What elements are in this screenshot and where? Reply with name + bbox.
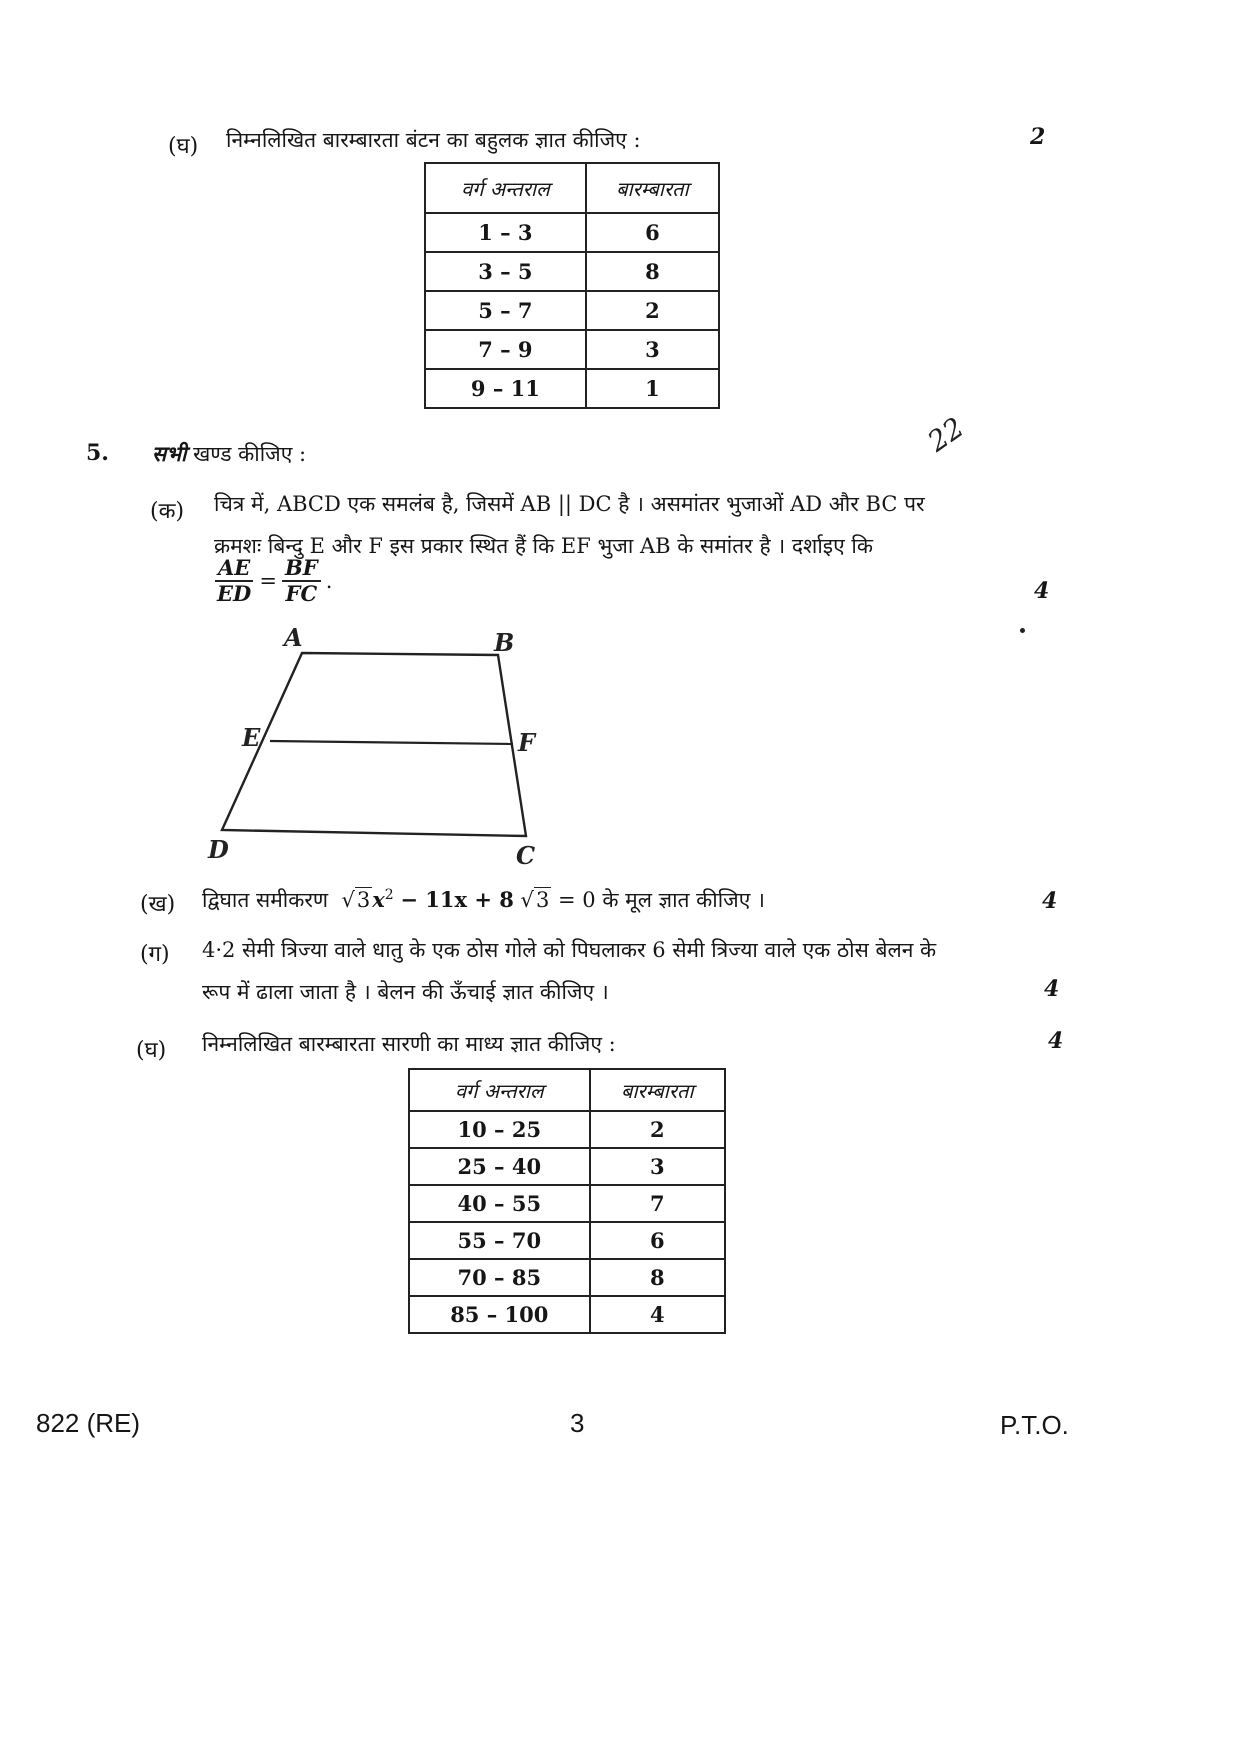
q5c-text-line2: रूप में ढाला जाता है । बेलन की ऊँचाई ज्ञात कीजिए ।	[202, 980, 609, 1004]
table-cell-class-interval: 7 – 9	[425, 330, 586, 369]
please-turn-over: P.T.O.	[1000, 1410, 1069, 1440]
q5c-label: (ग)	[140, 942, 170, 967]
table-cell-frequency: 1	[586, 369, 719, 408]
sqrt-symbol: √3	[341, 888, 371, 912]
paper-code: 822 (RE)	[36, 1408, 141, 1438]
vertex-label-b: B	[494, 628, 515, 657]
table-row	[425, 369, 719, 408]
segment-ef	[270, 741, 513, 744]
fraction-denominator: FC	[285, 581, 318, 607]
q5a-label: (क)	[150, 499, 185, 524]
mean-frequency-table	[408, 1068, 726, 1334]
vertex-label-d: D	[208, 835, 229, 864]
part4d-marks: 2	[1030, 124, 1046, 150]
table-cell-class-interval: 3 – 5	[425, 252, 586, 291]
radicand: 3	[356, 888, 371, 912]
fraction-ae-ed	[214, 556, 254, 606]
q5a-text-line1: चित्र में, ABCD एक समलंब है, जिसमें AB || DC है । असमांतर भुजाओं AD और BC पर	[214, 492, 925, 516]
table-row	[425, 330, 719, 369]
table-row	[425, 291, 719, 330]
q5a-marks: 4	[1034, 578, 1050, 604]
table-cell-class-interval: 85 – 100	[409, 1296, 590, 1333]
handwritten-note: 22	[921, 410, 970, 459]
q5c-text-line1: 4·2 सेमी त्रिज्या वाले धातु के एक ठोस गोले को पिघलाकर 6 सेमी त्रिज्या वाले एक ठोस बेलन के	[202, 938, 937, 962]
table-header-frequency: बारम्बारता	[590, 1069, 725, 1111]
table-row	[425, 252, 719, 291]
q5d-label: (घ)	[136, 1038, 167, 1063]
q5b-question-text	[202, 882, 765, 919]
q5c-marks: 4	[1044, 976, 1060, 1002]
fraction-numerator: AE	[215, 556, 253, 582]
page-number: 3	[570, 1408, 585, 1438]
equation-middle: − 11x + 8	[400, 887, 514, 912]
mode-frequency-table	[424, 162, 720, 409]
part4d-question-text: निम्नलिखित बारम्बारता बंटन का बहुलक ज्ञात कीजिए :	[226, 128, 641, 152]
exponent: 2	[384, 887, 394, 903]
trapezium-figure	[200, 620, 560, 880]
table-row	[409, 1148, 725, 1185]
table-cell-frequency: 3	[590, 1148, 725, 1185]
period: .	[325, 569, 333, 594]
question5-instruction-bold: सभी	[152, 441, 187, 466]
table-header-class-interval: वर्ग अन्तराल	[409, 1069, 590, 1111]
table-row	[425, 213, 719, 252]
table-header-frequency: बारम्बारता	[586, 163, 719, 213]
table-cell-class-interval: 9 – 11	[425, 369, 586, 408]
radicand: 3	[535, 888, 550, 912]
table-cell-class-interval: 5 – 7	[425, 291, 586, 330]
sqrt-symbol: √3	[520, 888, 550, 912]
table-row	[409, 1296, 725, 1333]
table-cell-frequency: 6	[586, 213, 719, 252]
table-row	[409, 1259, 725, 1296]
vertex-label-c: C	[516, 841, 536, 870]
table-cell-class-interval: 70 – 85	[409, 1259, 590, 1296]
q5d-question-text: निम्नलिखित बारम्बारता सारणी का माध्य ज्ञात कीजिए :	[202, 1032, 616, 1056]
table-cell-class-interval: 25 – 40	[409, 1148, 590, 1185]
q5b-text-before: द्विघात समीकरण	[202, 888, 329, 912]
table-cell-frequency: 7	[590, 1185, 725, 1222]
vertex-label-f: F	[518, 728, 536, 757]
variable-x: x	[372, 887, 385, 912]
equation-end: = 0	[558, 888, 596, 912]
table-cell-frequency: 6	[590, 1222, 725, 1259]
fraction-bf-fc	[282, 556, 321, 606]
table-row	[409, 1185, 725, 1222]
question5-number: 5.	[86, 440, 109, 466]
question5-instruction-text: खण्ड कीजिए :	[193, 442, 307, 466]
vertex-label-e: E	[242, 723, 261, 752]
vertex-label-a: A	[284, 623, 303, 652]
q5a-ratio-equation	[214, 556, 332, 606]
table-cell-frequency: 8	[586, 252, 719, 291]
fraction-numerator: BF	[282, 556, 321, 582]
q5b-label: (ख)	[140, 892, 176, 917]
part4d-label: (घ)	[168, 134, 199, 159]
table-cell-frequency: 2	[586, 291, 719, 330]
question5-instruction	[152, 436, 306, 473]
q5d-marks: 4	[1048, 1028, 1064, 1054]
equals-sign: =	[259, 569, 277, 594]
scan-speck	[1020, 628, 1025, 633]
q5b-marks: 4	[1042, 888, 1058, 914]
table-cell-frequency: 3	[586, 330, 719, 369]
table-cell-class-interval: 55 – 70	[409, 1222, 590, 1259]
q5a-text-line2: क्रमशः बिन्दु E और F इस प्रकार स्थित हैं कि EF भुजा AB के समांतर है । दर्शाइए कि	[214, 534, 873, 558]
table-cell-frequency: 2	[590, 1111, 725, 1148]
q5b-text-after: के मूल ज्ञात कीजिए ।	[602, 888, 765, 912]
table-row	[409, 1111, 725, 1148]
table-cell-class-interval: 10 – 25	[409, 1111, 590, 1148]
fraction-denominator: ED	[217, 581, 252, 607]
table-cell-class-interval: 40 – 55	[409, 1185, 590, 1222]
table-cell-frequency: 8	[590, 1259, 725, 1296]
table-header-class-interval: वर्ग अन्तराल	[425, 163, 586, 213]
table-cell-class-interval: 1 – 3	[425, 213, 586, 252]
table-row	[409, 1222, 725, 1259]
table-cell-frequency: 4	[590, 1296, 725, 1333]
